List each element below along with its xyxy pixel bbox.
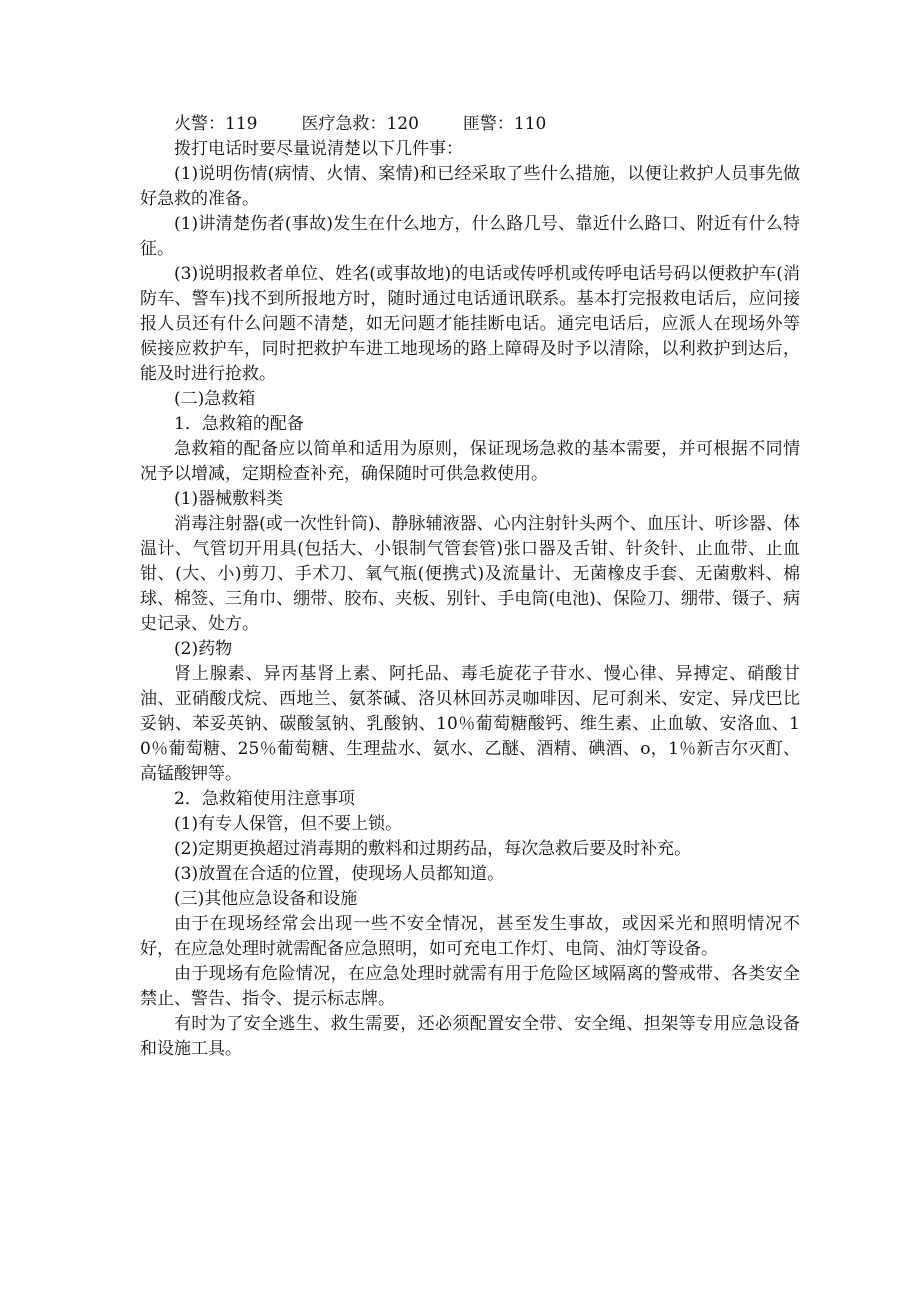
document-body xyxy=(140,112,800,1062)
fire-number: 火警：119 xyxy=(174,114,258,134)
paragraph-lighting: 由于在现场经常会出现一些不安全情况，甚至发生事故，或因采光和照明情况不好，在应急处理时就需配备应急照明，如可充电工作灯、电筒、油灯等设备。 xyxy=(140,914,800,959)
subheading-medicines: (2)药物 xyxy=(174,639,233,659)
paragraph-usage-item-1: (1)有专人保管，但不要上锁。 xyxy=(174,814,403,834)
subheading-kit-usage: 2．急救箱使用注意事项 xyxy=(174,789,355,809)
paragraph-usage-item-3: (3)放置在合适的位置，使现场人员都知道。 xyxy=(174,864,505,884)
paragraph-call-intro: 拨打电话时要尽量说清楚以下几件事： xyxy=(174,139,463,159)
police-number: 匪警：110 xyxy=(462,114,547,134)
heading-other-equipment: (三)其他应急设备和设施 xyxy=(174,889,358,909)
medical-number: 医疗急救：120 xyxy=(301,114,419,134)
paragraph-warning-signs: 由于现场有危险情况，在应急处理时就需有用于危险区域隔离的警戒带、各类安全禁止、警告、指令、提示标志牌。 xyxy=(140,964,800,1009)
paragraph-instruments-list: 消毒注射器(或一次性针筒)、静脉辅液器、心内注射针头两个、血压计、听诊器、体温计、气管切开用具(包括大、小银制气管套管)张口器及舌钳、针灸针、止血带、止血钳、(大、小)剪刀、手术刀、氧气瓶(便携式)及流量计、无菌橡皮手套、无菌敷料、棉球、棉签、三角巾、绷带、胶布、夹板、别针、手电筒(电池)、保险刀、绷带、镊子、病史记录、处方。 xyxy=(140,514,800,634)
paragraph-call-item-1: (1)说明伤情(病情、火情、案情)和已经采取了些什么措施，以便让救护人员事先做好急救的准备。 xyxy=(140,164,800,209)
paragraph-medicines-list: 肾上腺素、异丙基肾上素、阿托品、毒毛旋花子苷水、慢心律、异搏定、硝酸甘油、亚硝酸戊烷、西地兰、氨茶碱、洛贝林回苏灵咖啡因、尼可刹米、安定、异戊巴比妥钠、苯妥英钠、碳酸氢钠、乳酸钠、10％葡萄糖酸钙、维生素、止血敏、安洛血、10％葡萄糖、25％葡萄糖、生理盐水、氨水、乙醚、酒精、碘酒、o，1％新吉尔灭酊、高锰酸钾等。 xyxy=(140,664,800,784)
emergency-numbers-line xyxy=(140,112,800,137)
subheading-instruments: (1)器械敷料类 xyxy=(174,489,284,509)
subheading-kit-equipment: 1．急救箱的配备 xyxy=(174,414,304,434)
paragraph-call-item-2: (1)讲清楚伤者(事故)发生在什么地方，什么路几号、靠近什么路口、附近有什么特征。 xyxy=(140,214,800,259)
heading-first-aid-kit: (二)急救箱 xyxy=(174,389,256,409)
paragraph-kit-principle: 急救箱的配备应以简单和适用为原则，保证现场急救的基本需要，并可根据不同情况予以增减，定期检查补充，确保随时可供急救使用。 xyxy=(140,439,800,484)
paragraph-usage-item-2: (2)定期更换超过消毒期的敷料和过期药品，每次急救后要及时补充。 xyxy=(174,839,692,859)
paragraph-escape-tools: 有时为了安全逃生、救生需要，还必须配置安全带、安全绳、担架等专用应急设备和设施工具。 xyxy=(140,1014,800,1059)
paragraph-call-item-3: (3)说明报救者单位、姓名(或事故地)的电话或传呼机或传呼电话号码以便救护车(消防车、警车)找不到所报地方时，随时通过电话通讯联系。基本打完报救电话后，应问接报人员还有什么问题不清楚，如无问题才能挂断电话。通完电话后，应派人在现场外等候接应救护车，同时把救护车进工地现场的路上障碍及时予以清除，以利救护到达后，能及时进行抢救。 xyxy=(140,264,800,384)
